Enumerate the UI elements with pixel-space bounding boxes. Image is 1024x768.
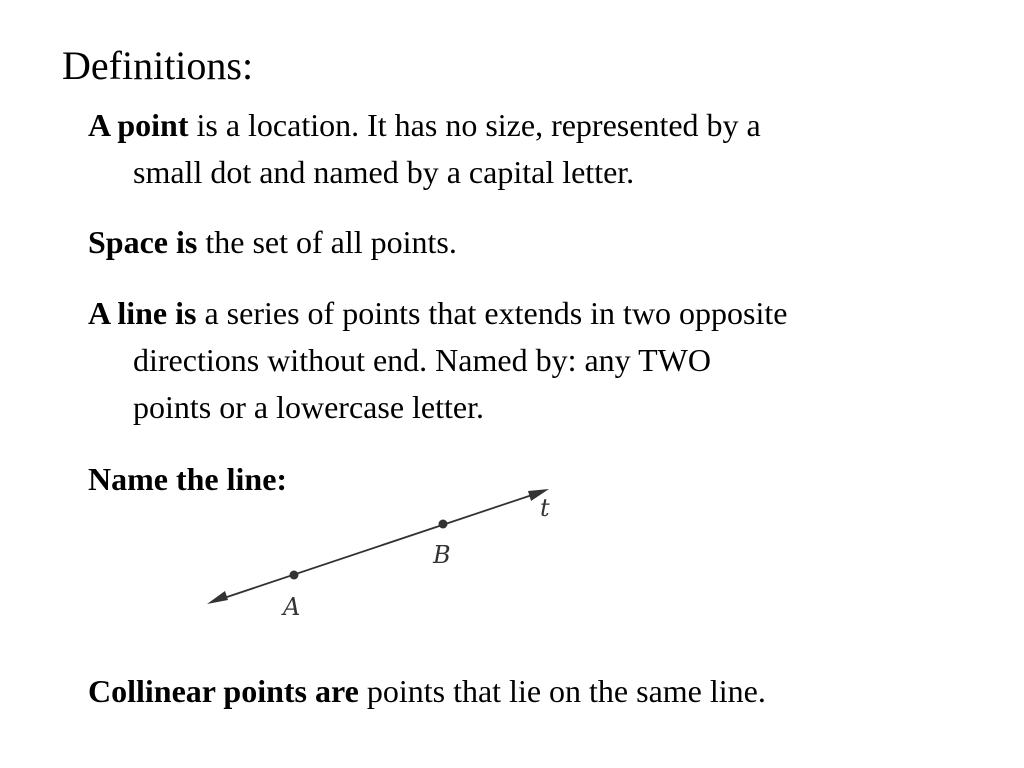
line-t	[212, 491, 544, 602]
page-title: Definitions:	[62, 43, 254, 88]
definition-collinear-term: Collinear points are	[88, 673, 359, 709]
definition-collinear-text: points that lie on the same line.	[358, 673, 766, 709]
definition-line-text-1: a series of points that extends in two opposite	[196, 295, 788, 331]
definition-point-text-1: is a location. It has no size, represented by a	[188, 107, 761, 143]
line-diagram	[195, 478, 575, 628]
definition-collinear-line	[88, 668, 978, 715]
definition-point	[88, 102, 978, 196]
definition-space	[88, 219, 978, 266]
left-arrowhead-icon	[207, 591, 228, 604]
definition-collinear	[88, 668, 978, 715]
point-a-label: A	[283, 593, 301, 621]
definition-line-text-2: directions without end. Named by: any TWO	[133, 342, 711, 378]
definition-point-line-1	[88, 102, 978, 149]
definition-space-text: the set of all points.	[197, 224, 457, 260]
definition-line-text-3: points or a lowercase letter.	[133, 389, 484, 425]
definition-line-line-1	[88, 290, 978, 337]
definition-space-line	[88, 219, 978, 266]
definition-line-term: A line is	[88, 295, 197, 331]
point-b-dot	[439, 520, 448, 529]
line-t-label: t	[540, 494, 550, 522]
definition-point-text-2: small dot and named by a capital letter.	[133, 154, 635, 190]
definition-point-term: A point	[88, 107, 189, 143]
definition-line	[88, 290, 978, 431]
point-a-dot	[290, 571, 299, 580]
point-b-label: B	[433, 541, 451, 569]
name-the-line-label: Name the line:	[88, 461, 288, 497]
definition-space-term: Space is	[88, 224, 198, 260]
